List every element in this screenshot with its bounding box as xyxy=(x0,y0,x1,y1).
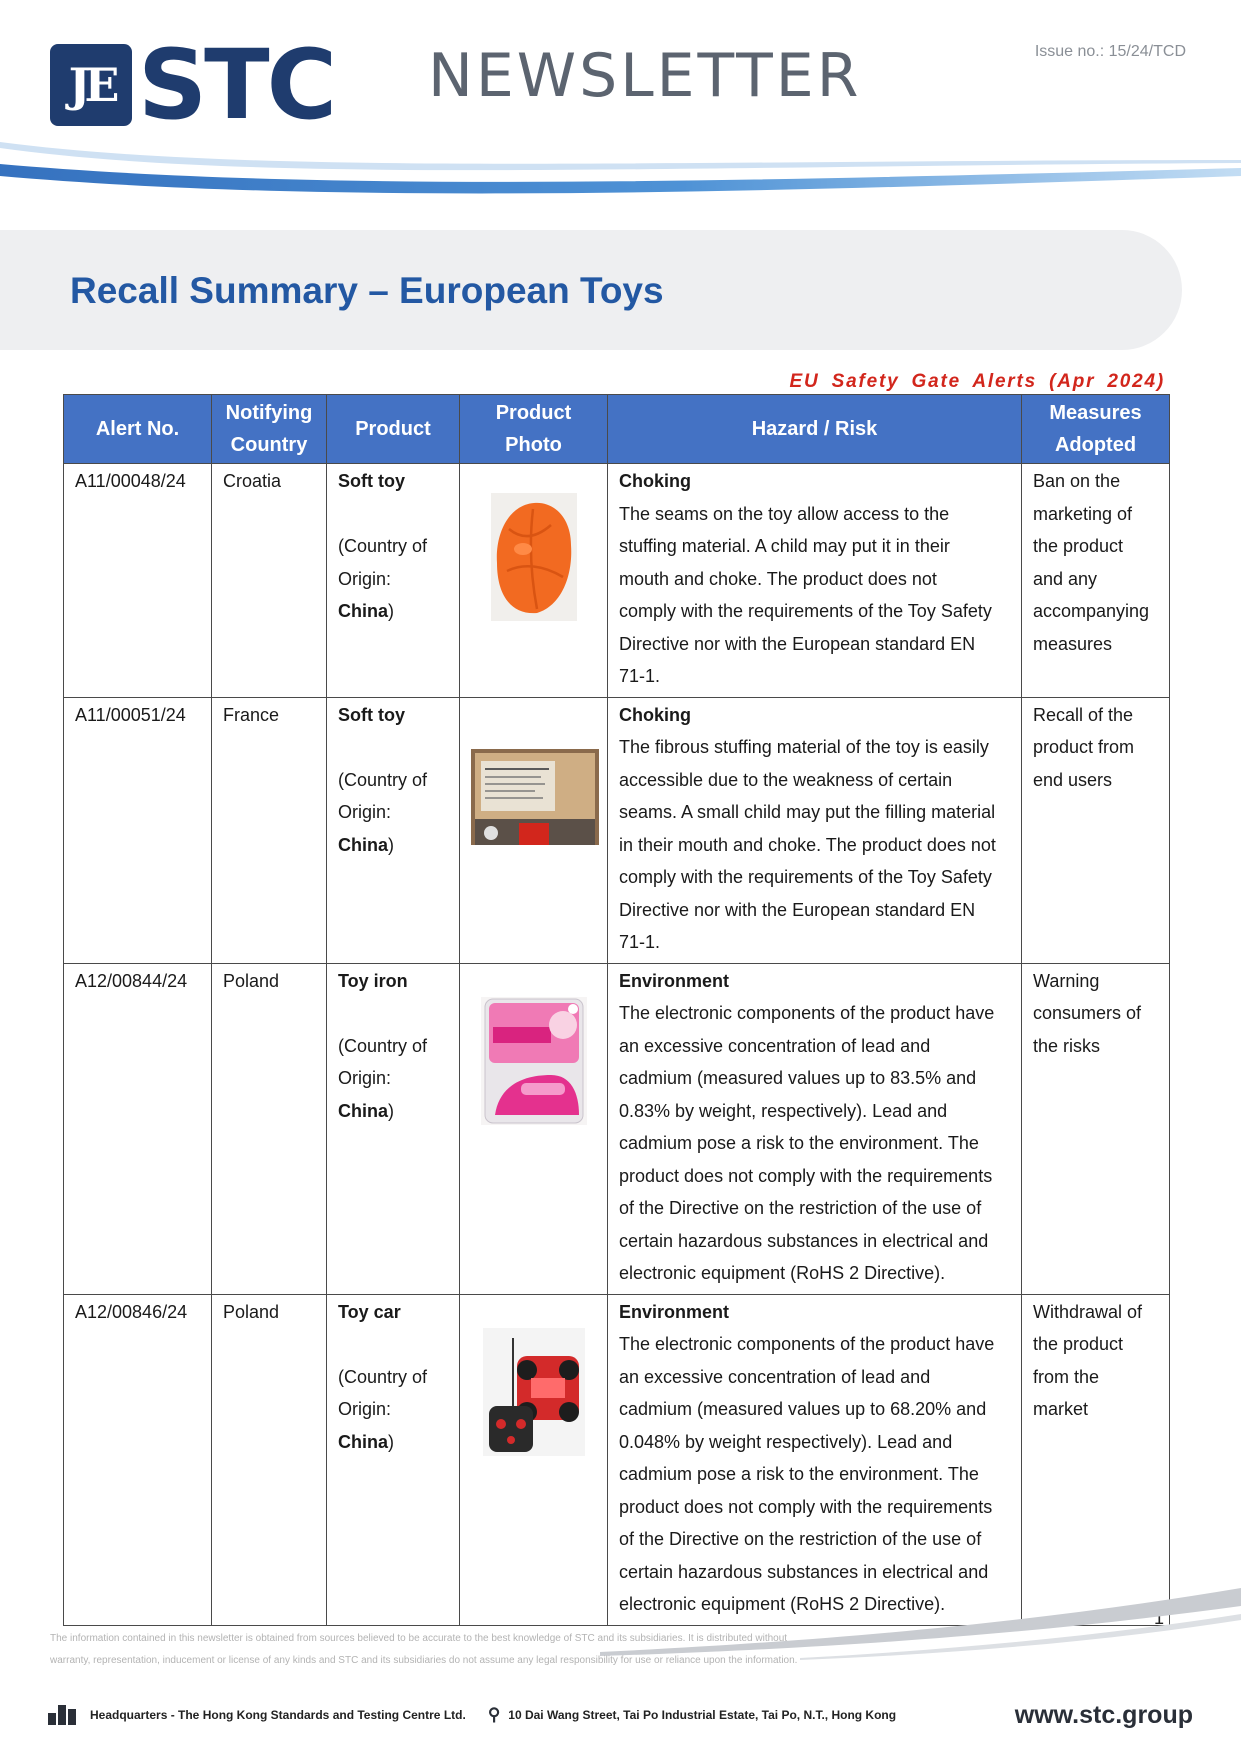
product-photo-cell xyxy=(460,1294,608,1625)
product-label-box-photo xyxy=(471,749,599,845)
origin-country: China xyxy=(338,1100,389,1121)
origin-country: China xyxy=(338,1431,389,1452)
orange-plush-toy-photo xyxy=(491,493,577,621)
hazard-text-line: Directive nor with the European standard EN xyxy=(619,899,976,920)
hazard-text-line: cadmium (measured values up to 83.5% and xyxy=(619,1068,977,1088)
footer xyxy=(48,1698,1193,1732)
location-pin-icon: ⚲ xyxy=(487,1705,501,1724)
origin-line: Origin: xyxy=(338,568,392,589)
measure-line: product from xyxy=(1033,737,1135,757)
measure-line: the product xyxy=(1033,1334,1124,1354)
hazard-text-line: 0.048% by weight respectively). Lead and xyxy=(619,1431,953,1452)
product-cell: Toy car (Country of Origin: China) xyxy=(327,1294,460,1625)
notifying-country-cell: Croatia xyxy=(212,464,327,698)
hazard-type: Choking xyxy=(619,704,691,725)
website-link[interactable]: www.stc.group xyxy=(1014,1700,1193,1729)
hazard-type: Environment xyxy=(619,1301,730,1322)
hazard-text-line: product does not comply with the requirements xyxy=(619,1496,993,1517)
product-photo-cell xyxy=(460,963,608,1294)
origin-country: China xyxy=(338,601,389,621)
stc-logo xyxy=(50,29,335,141)
hazard-cell xyxy=(608,464,1022,698)
origin-line: (Country of xyxy=(338,536,428,556)
notifying-country-cell: Poland xyxy=(212,963,327,1294)
hazard-text-line: stuffing material. A child may put it in their xyxy=(619,536,950,556)
disclaimer-line: warranty, representation, inducement or license of any kinds and STC and its subsidiaries do not assume any legal responsibility for use or reliance upon the information. xyxy=(50,1655,798,1666)
address-text: 10 Dai Wang Street, Tai Po Industrial Estate, Tai Po, N.T., Hong Kong xyxy=(508,1708,897,1722)
pink-toy-iron-package-photo xyxy=(481,997,587,1125)
col-header-notifying-country: Notifying Country xyxy=(212,395,327,464)
hazard-type: Choking xyxy=(619,471,691,491)
measures-cell xyxy=(1022,697,1170,963)
hazard-cell xyxy=(608,1294,1022,1625)
col-header-measures-adopted: Measures Adopted xyxy=(1022,395,1170,464)
product-cell: Soft toy (Country of Origin: China) xyxy=(327,464,460,698)
measures-cell xyxy=(1022,1294,1170,1625)
alerts-caption: EU Safety Gate Alerts (Apr 2024) xyxy=(789,371,1165,392)
hazard-text-line: 0.83% by weight, respectively). Lead and xyxy=(619,1100,948,1121)
measure-line: the risks xyxy=(1033,1035,1101,1056)
origin-country: China xyxy=(338,834,389,855)
table-row xyxy=(64,697,1170,963)
issue-number: Issue no.: 15/24/TCD xyxy=(1034,43,1186,60)
hazard-cell xyxy=(608,697,1022,963)
product-name: Soft toy xyxy=(338,704,405,725)
measure-line: from the market xyxy=(1033,1366,1100,1419)
hazard-text-line: certain hazardous substances in electrical and xyxy=(619,1561,989,1582)
origin-line: Origin: xyxy=(338,1399,392,1419)
table-row xyxy=(64,963,1170,1294)
hazard-cell xyxy=(608,963,1022,1294)
col-header-alert-no: Alert No. xyxy=(64,395,212,464)
col-header-product: Product xyxy=(327,395,460,464)
stc-logo-mark: JE xyxy=(50,44,132,126)
hazard-text-line: Directive nor with the European standard EN xyxy=(619,633,976,654)
page-number: 1 xyxy=(1153,1608,1164,1628)
notifying-country-cell: France xyxy=(212,697,327,963)
origin-line: Origin: xyxy=(338,1068,392,1088)
hazard-text-line: certain hazardous substances in electrical and xyxy=(619,1230,989,1251)
alert-number-cell: A12/00846/24 xyxy=(64,1294,212,1625)
origin-line: (Country of xyxy=(338,1035,428,1056)
hazard-text-line: comply with the requirements of the Toy Safety xyxy=(619,867,992,887)
hazard-text-line: The fibrous stuffing material of the toy is easily xyxy=(619,737,989,757)
hazard-text-line: electronic equipment (RoHS 2 Directive). xyxy=(619,1263,946,1283)
hazard-text-line: an excessive concentration of lead and xyxy=(619,1366,931,1387)
newsletter-heading: NEWSLETTER xyxy=(428,41,862,111)
product-cell: Soft toy (Country of Origin: China) xyxy=(327,697,460,963)
disclaimer xyxy=(50,1628,990,1672)
measure-line: the product xyxy=(1033,536,1124,556)
building-icon xyxy=(48,1705,82,1725)
origin-line: (Country of xyxy=(338,769,428,790)
table-row xyxy=(64,1294,1170,1625)
hazard-text-line: The electronic components of the product have xyxy=(619,1334,995,1354)
alert-number-cell: A12/00844/24 xyxy=(64,963,212,1294)
hazard-text-line: The electronic components of the product have xyxy=(619,1003,995,1023)
measure-line: Ban on the xyxy=(1033,471,1121,491)
product-photo-cell xyxy=(460,464,608,698)
origin-line: Origin: xyxy=(338,802,392,822)
product-name: Toy iron xyxy=(338,970,408,991)
alert-number-cell: A11/00048/24 xyxy=(64,464,212,698)
product-name: Soft toy xyxy=(338,471,405,491)
measure-line: Recall of the xyxy=(1033,704,1134,725)
hazard-text-line: The seams on the toy allow access to the xyxy=(619,503,950,524)
origin-line: (Country of xyxy=(338,1366,428,1387)
stc-logo-text: STC xyxy=(138,29,335,141)
hazard-text-line: cadmium pose a risk to the environment. The xyxy=(619,1464,979,1484)
measure-line: Warning xyxy=(1033,970,1100,991)
hazard-text-line: comply with the requirements of the Toy Safety xyxy=(619,601,992,621)
hazard-text-line: cadmium (measured values up to 68.20% and xyxy=(619,1399,987,1419)
disclaimer-line: The information contained in this newsletter is obtained from sources believed to be accurate to the best knowledge of STC and its subsidiaries. It is distributed without xyxy=(50,1633,788,1644)
hazard-text-line: in their mouth and choke. The product does not xyxy=(619,834,996,855)
measure-line: end users xyxy=(1033,769,1113,790)
hazard-type: Environment xyxy=(619,970,730,991)
table-row xyxy=(64,464,1170,698)
hazard-text-line: of the Directive on the restriction of the use of xyxy=(619,1198,982,1218)
measure-line: measures xyxy=(1033,633,1113,654)
table-header-row xyxy=(64,395,1170,464)
red-rc-toy-car-photo xyxy=(483,1328,585,1456)
product-cell: Toy iron (Country of Origin: China) xyxy=(327,963,460,1294)
alert-number-cell: A11/00051/24 xyxy=(64,697,212,963)
hazard-text-line: 71-1. xyxy=(619,932,661,952)
measure-line: Withdrawal of xyxy=(1033,1301,1143,1322)
hazard-text-line: of the Directive on the restriction of the use of xyxy=(619,1529,982,1549)
product-name: Toy car xyxy=(338,1301,401,1322)
hazard-text-line: product does not comply with the requirements xyxy=(619,1165,993,1186)
col-header-hazard-risk: Hazard / Risk xyxy=(608,395,1022,464)
header-swoosh-decoration xyxy=(0,130,1241,210)
hazard-text-line: cadmium pose a risk to the environment. The xyxy=(619,1133,979,1153)
recall-table xyxy=(63,394,1170,1626)
hazard-text-line: an excessive concentration of lead and xyxy=(619,1035,931,1056)
hazard-text-line: electronic equipment (RoHS 2 Directive). xyxy=(619,1594,946,1614)
hazard-text-line: 71-1. xyxy=(619,666,661,686)
measures-cell xyxy=(1022,464,1170,698)
measure-line: marketing of xyxy=(1033,503,1133,524)
hazard-text-line: seams. A small child may put the filling material xyxy=(619,802,996,822)
measure-line: consumers of xyxy=(1033,1003,1142,1023)
product-photo-cell xyxy=(460,697,608,963)
headquarters-text: Headquarters - The Hong Kong Standards and Testing Centre Ltd. xyxy=(90,1708,466,1722)
hazard-text-line: mouth and choke. The product does not xyxy=(619,568,937,589)
hazard-text-line: accessible due to the weakness of certain xyxy=(619,769,953,790)
measures-cell xyxy=(1022,963,1170,1294)
notifying-country-cell: Poland xyxy=(212,1294,327,1625)
page-title: Recall Summary – European Toys xyxy=(70,270,664,311)
measure-line: and any xyxy=(1033,568,1098,589)
measure-line: accompanying xyxy=(1033,601,1150,621)
col-header-product-photo: Product Photo xyxy=(460,395,608,464)
